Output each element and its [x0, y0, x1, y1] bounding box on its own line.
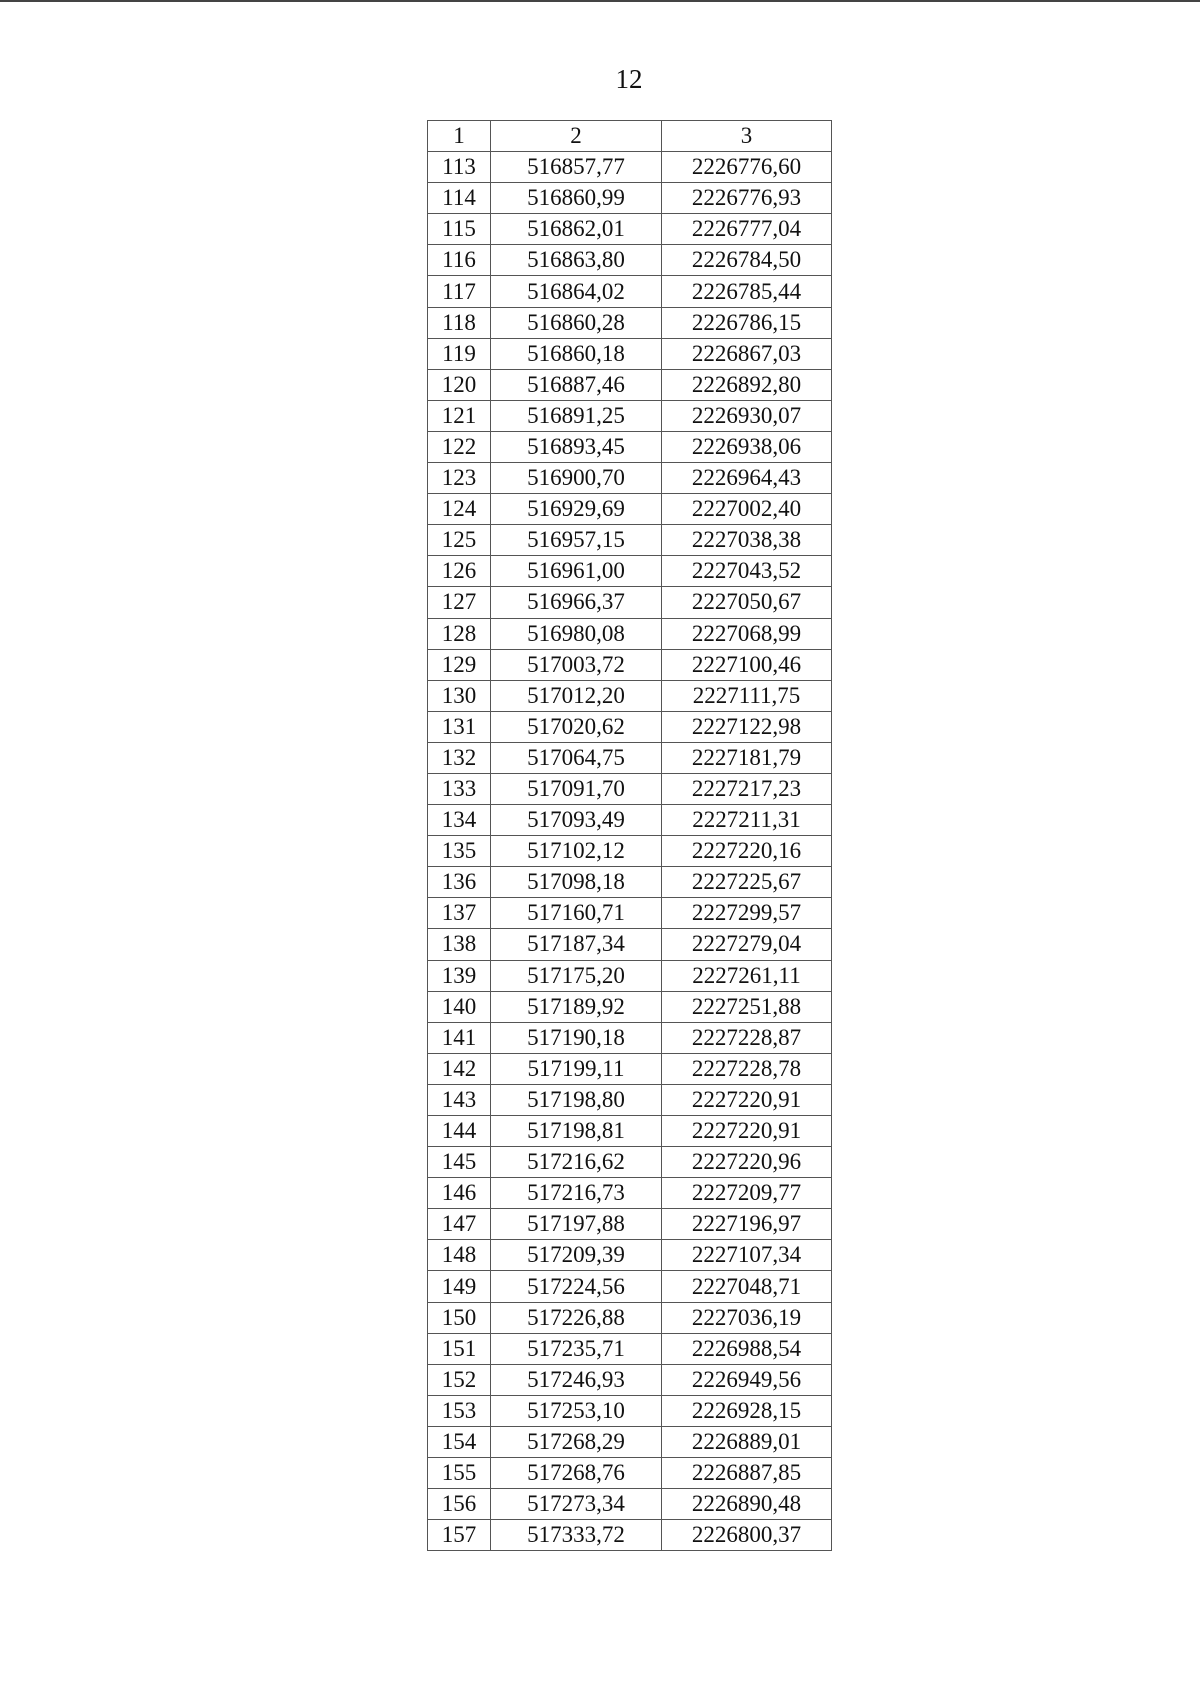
point-number-cell: 150 — [428, 1302, 491, 1333]
coordinate-x-cell: 516893,45 — [491, 431, 662, 462]
point-number-cell: 128 — [428, 618, 491, 649]
table-header — [428, 121, 832, 152]
table-row — [428, 805, 832, 836]
coordinate-y-cell: 2226930,07 — [662, 400, 832, 431]
point-number-cell: 133 — [428, 773, 491, 804]
point-number-cell: 148 — [428, 1240, 491, 1271]
coordinate-y-cell: 2227043,52 — [662, 556, 832, 587]
coordinate-y-cell: 2226784,50 — [662, 245, 832, 276]
table-row — [428, 183, 832, 214]
point-number-cell: 143 — [428, 1084, 491, 1115]
coordinate-x-cell: 517199,11 — [491, 1053, 662, 1084]
coordinate-x-cell: 516929,69 — [491, 494, 662, 525]
coordinate-y-cell: 2227002,40 — [662, 494, 832, 525]
point-number-cell: 155 — [428, 1458, 491, 1489]
coordinate-x-cell: 517333,72 — [491, 1520, 662, 1551]
point-number-cell: 147 — [428, 1209, 491, 1240]
table-row — [428, 463, 832, 494]
table-row — [428, 1178, 832, 1209]
coordinates-table — [427, 120, 832, 1551]
coordinate-y-cell: 2227048,71 — [662, 1271, 832, 1302]
coordinate-x-cell: 516980,08 — [491, 618, 662, 649]
coordinate-x-cell: 517246,93 — [491, 1364, 662, 1395]
point-number-cell: 136 — [428, 867, 491, 898]
point-number-cell: 122 — [428, 431, 491, 462]
point-number-cell: 142 — [428, 1053, 491, 1084]
page-number: 12 — [615, 64, 643, 94]
coordinate-x-cell: 516891,25 — [491, 400, 662, 431]
point-number-cell: 129 — [428, 649, 491, 680]
point-number-cell: 113 — [428, 152, 491, 183]
point-number-cell: 145 — [428, 1147, 491, 1178]
table-row — [428, 1209, 832, 1240]
coordinate-y-cell: 2227279,04 — [662, 929, 832, 960]
coordinate-y-cell: 2227261,11 — [662, 960, 832, 991]
coordinate-y-cell: 2226887,85 — [662, 1458, 832, 1489]
table-row — [428, 276, 832, 307]
point-number-cell: 124 — [428, 494, 491, 525]
point-number-cell: 123 — [428, 463, 491, 494]
coordinate-x-cell: 516862,01 — [491, 214, 662, 245]
coordinate-y-cell: 2226964,43 — [662, 463, 832, 494]
coordinate-x-cell: 517235,71 — [491, 1333, 662, 1364]
table-row — [428, 587, 832, 618]
point-number-cell: 135 — [428, 836, 491, 867]
coordinate-y-cell: 2226949,56 — [662, 1364, 832, 1395]
table-row — [428, 836, 832, 867]
coordinate-x-cell: 516966,37 — [491, 587, 662, 618]
table-row — [428, 742, 832, 773]
header-row — [428, 121, 832, 152]
coordinate-x-cell: 517020,62 — [491, 711, 662, 742]
point-number-cell: 120 — [428, 369, 491, 400]
table-row — [428, 649, 832, 680]
point-number-cell: 149 — [428, 1271, 491, 1302]
table-row — [428, 431, 832, 462]
table-row — [428, 369, 832, 400]
point-number-cell: 134 — [428, 805, 491, 836]
table-row — [428, 1116, 832, 1147]
coordinate-y-cell: 2227181,79 — [662, 742, 832, 773]
coordinate-x-cell: 516957,15 — [491, 525, 662, 556]
point-number-cell: 157 — [428, 1520, 491, 1551]
point-number-cell: 114 — [428, 183, 491, 214]
table-row — [428, 960, 832, 991]
header-cell-2: 2 — [491, 121, 662, 152]
coordinate-y-cell: 2226988,54 — [662, 1333, 832, 1364]
point-number-cell: 119 — [428, 338, 491, 369]
coordinate-x-cell: 517187,34 — [491, 929, 662, 960]
coordinate-y-cell: 2227228,87 — [662, 1022, 832, 1053]
coordinate-y-cell: 2226800,37 — [662, 1520, 832, 1551]
coordinate-x-cell: 516863,80 — [491, 245, 662, 276]
coordinate-x-cell: 517198,80 — [491, 1084, 662, 1115]
table-row — [428, 1147, 832, 1178]
coordinate-x-cell: 517273,34 — [491, 1489, 662, 1520]
coordinate-y-cell: 2227107,34 — [662, 1240, 832, 1271]
table-row — [428, 307, 832, 338]
point-number-cell: 131 — [428, 711, 491, 742]
coordinate-y-cell: 2226938,06 — [662, 431, 832, 462]
coordinate-x-cell: 517003,72 — [491, 649, 662, 680]
coordinate-y-cell: 2226890,48 — [662, 1489, 832, 1520]
coordinate-x-cell: 517064,75 — [491, 742, 662, 773]
point-number-cell: 132 — [428, 742, 491, 773]
coordinate-y-cell: 2227220,96 — [662, 1147, 832, 1178]
coordinate-x-cell: 517216,73 — [491, 1178, 662, 1209]
point-number-cell: 137 — [428, 898, 491, 929]
coordinate-x-cell: 516961,00 — [491, 556, 662, 587]
header-cell-1: 1 — [428, 121, 491, 152]
point-number-cell: 144 — [428, 1116, 491, 1147]
coordinate-y-cell: 2227217,23 — [662, 773, 832, 804]
header-cell-3: 3 — [662, 121, 832, 152]
table-row — [428, 711, 832, 742]
coordinate-x-cell: 517012,20 — [491, 680, 662, 711]
coordinate-y-cell: 2227220,16 — [662, 836, 832, 867]
point-number-cell: 127 — [428, 587, 491, 618]
coordinate-x-cell: 516860,28 — [491, 307, 662, 338]
coordinate-x-cell: 517198,81 — [491, 1116, 662, 1147]
coordinate-x-cell: 517091,70 — [491, 773, 662, 804]
coordinate-x-cell: 516860,18 — [491, 338, 662, 369]
coordinate-x-cell: 517189,92 — [491, 991, 662, 1022]
coordinate-y-cell: 2226867,03 — [662, 338, 832, 369]
table-row — [428, 1053, 832, 1084]
table-row — [428, 245, 832, 276]
coordinate-y-cell: 2226776,60 — [662, 152, 832, 183]
point-number-cell: 116 — [428, 245, 491, 276]
table-row — [428, 618, 832, 649]
coordinate-y-cell: 2227100,46 — [662, 649, 832, 680]
scan-top-edge — [0, 0, 1200, 2]
table-row — [428, 494, 832, 525]
coordinate-x-cell: 517102,12 — [491, 836, 662, 867]
table-row — [428, 1084, 832, 1115]
coordinate-x-cell: 516860,99 — [491, 183, 662, 214]
coordinate-y-cell: 2226892,80 — [662, 369, 832, 400]
coordinate-x-cell: 517268,29 — [491, 1426, 662, 1457]
coordinate-x-cell: 517160,71 — [491, 898, 662, 929]
coordinate-y-cell: 2227036,19 — [662, 1302, 832, 1333]
table-row — [428, 1022, 832, 1053]
table-row — [428, 214, 832, 245]
table-body — [428, 152, 832, 1551]
point-number-cell: 151 — [428, 1333, 491, 1364]
table-row — [428, 1364, 832, 1395]
coordinate-y-cell: 2227225,67 — [662, 867, 832, 898]
table-row — [428, 556, 832, 587]
coordinate-x-cell: 516887,46 — [491, 369, 662, 400]
point-number-cell: 115 — [428, 214, 491, 245]
coordinate-y-cell: 2226785,44 — [662, 276, 832, 307]
coordinate-y-cell: 2226776,93 — [662, 183, 832, 214]
coordinate-x-cell: 517190,18 — [491, 1022, 662, 1053]
table-row — [428, 338, 832, 369]
point-number-cell: 130 — [428, 680, 491, 711]
coordinate-y-cell: 2227299,57 — [662, 898, 832, 929]
table-row — [428, 1271, 832, 1302]
table-row — [428, 1489, 832, 1520]
coordinate-y-cell: 2226889,01 — [662, 1426, 832, 1457]
coordinate-y-cell: 2226777,04 — [662, 214, 832, 245]
point-number-cell: 126 — [428, 556, 491, 587]
coordinate-y-cell: 2227251,88 — [662, 991, 832, 1022]
table-row — [428, 680, 832, 711]
coordinate-x-cell: 516900,70 — [491, 463, 662, 494]
coordinate-y-cell: 2227038,38 — [662, 525, 832, 556]
coordinate-y-cell: 2227209,77 — [662, 1178, 832, 1209]
point-number-cell: 121 — [428, 400, 491, 431]
coordinate-x-cell: 517209,39 — [491, 1240, 662, 1271]
table-row — [428, 1240, 832, 1271]
coordinate-x-cell: 517253,10 — [491, 1395, 662, 1426]
table-row — [428, 898, 832, 929]
point-number-cell: 152 — [428, 1364, 491, 1395]
coordinate-x-cell: 517226,88 — [491, 1302, 662, 1333]
coordinate-y-cell: 2227220,91 — [662, 1116, 832, 1147]
point-number-cell: 117 — [428, 276, 491, 307]
coordinate-x-cell: 517093,49 — [491, 805, 662, 836]
table-row — [428, 1302, 832, 1333]
coordinate-y-cell: 2227220,91 — [662, 1084, 832, 1115]
table-row — [428, 525, 832, 556]
table-row — [428, 1520, 832, 1551]
point-number-cell: 139 — [428, 960, 491, 991]
table-row — [428, 1426, 832, 1457]
table-row — [428, 991, 832, 1022]
coordinate-x-cell: 517224,56 — [491, 1271, 662, 1302]
point-number-cell: 153 — [428, 1395, 491, 1426]
table-row — [428, 152, 832, 183]
table-row — [428, 867, 832, 898]
point-number-cell: 154 — [428, 1426, 491, 1457]
coordinate-x-cell: 517197,88 — [491, 1209, 662, 1240]
point-number-cell: 141 — [428, 1022, 491, 1053]
table-row — [428, 773, 832, 804]
coordinate-x-cell: 517268,76 — [491, 1458, 662, 1489]
coordinate-x-cell: 516857,77 — [491, 152, 662, 183]
point-number-cell: 146 — [428, 1178, 491, 1209]
coordinate-y-cell: 2227111,75 — [662, 680, 832, 711]
table-row — [428, 929, 832, 960]
coordinate-x-cell: 517216,62 — [491, 1147, 662, 1178]
point-number-cell: 138 — [428, 929, 491, 960]
coordinate-y-cell: 2226928,15 — [662, 1395, 832, 1426]
coordinate-y-cell: 2226786,15 — [662, 307, 832, 338]
coordinate-y-cell: 2227211,31 — [662, 805, 832, 836]
point-number-cell: 125 — [428, 525, 491, 556]
coordinate-y-cell: 2227228,78 — [662, 1053, 832, 1084]
coordinate-x-cell: 517175,20 — [491, 960, 662, 991]
coordinate-y-cell: 2227122,98 — [662, 711, 832, 742]
coordinate-y-cell: 2227050,67 — [662, 587, 832, 618]
table-row — [428, 1458, 832, 1489]
coordinate-y-cell: 2227196,97 — [662, 1209, 832, 1240]
coordinate-x-cell: 517098,18 — [491, 867, 662, 898]
coordinate-y-cell: 2227068,99 — [662, 618, 832, 649]
table-row — [428, 1395, 832, 1426]
table-row — [428, 1333, 832, 1364]
coordinate-x-cell: 516864,02 — [491, 276, 662, 307]
table-row — [428, 400, 832, 431]
point-number-cell: 140 — [428, 991, 491, 1022]
point-number-cell: 118 — [428, 307, 491, 338]
point-number-cell: 156 — [428, 1489, 491, 1520]
